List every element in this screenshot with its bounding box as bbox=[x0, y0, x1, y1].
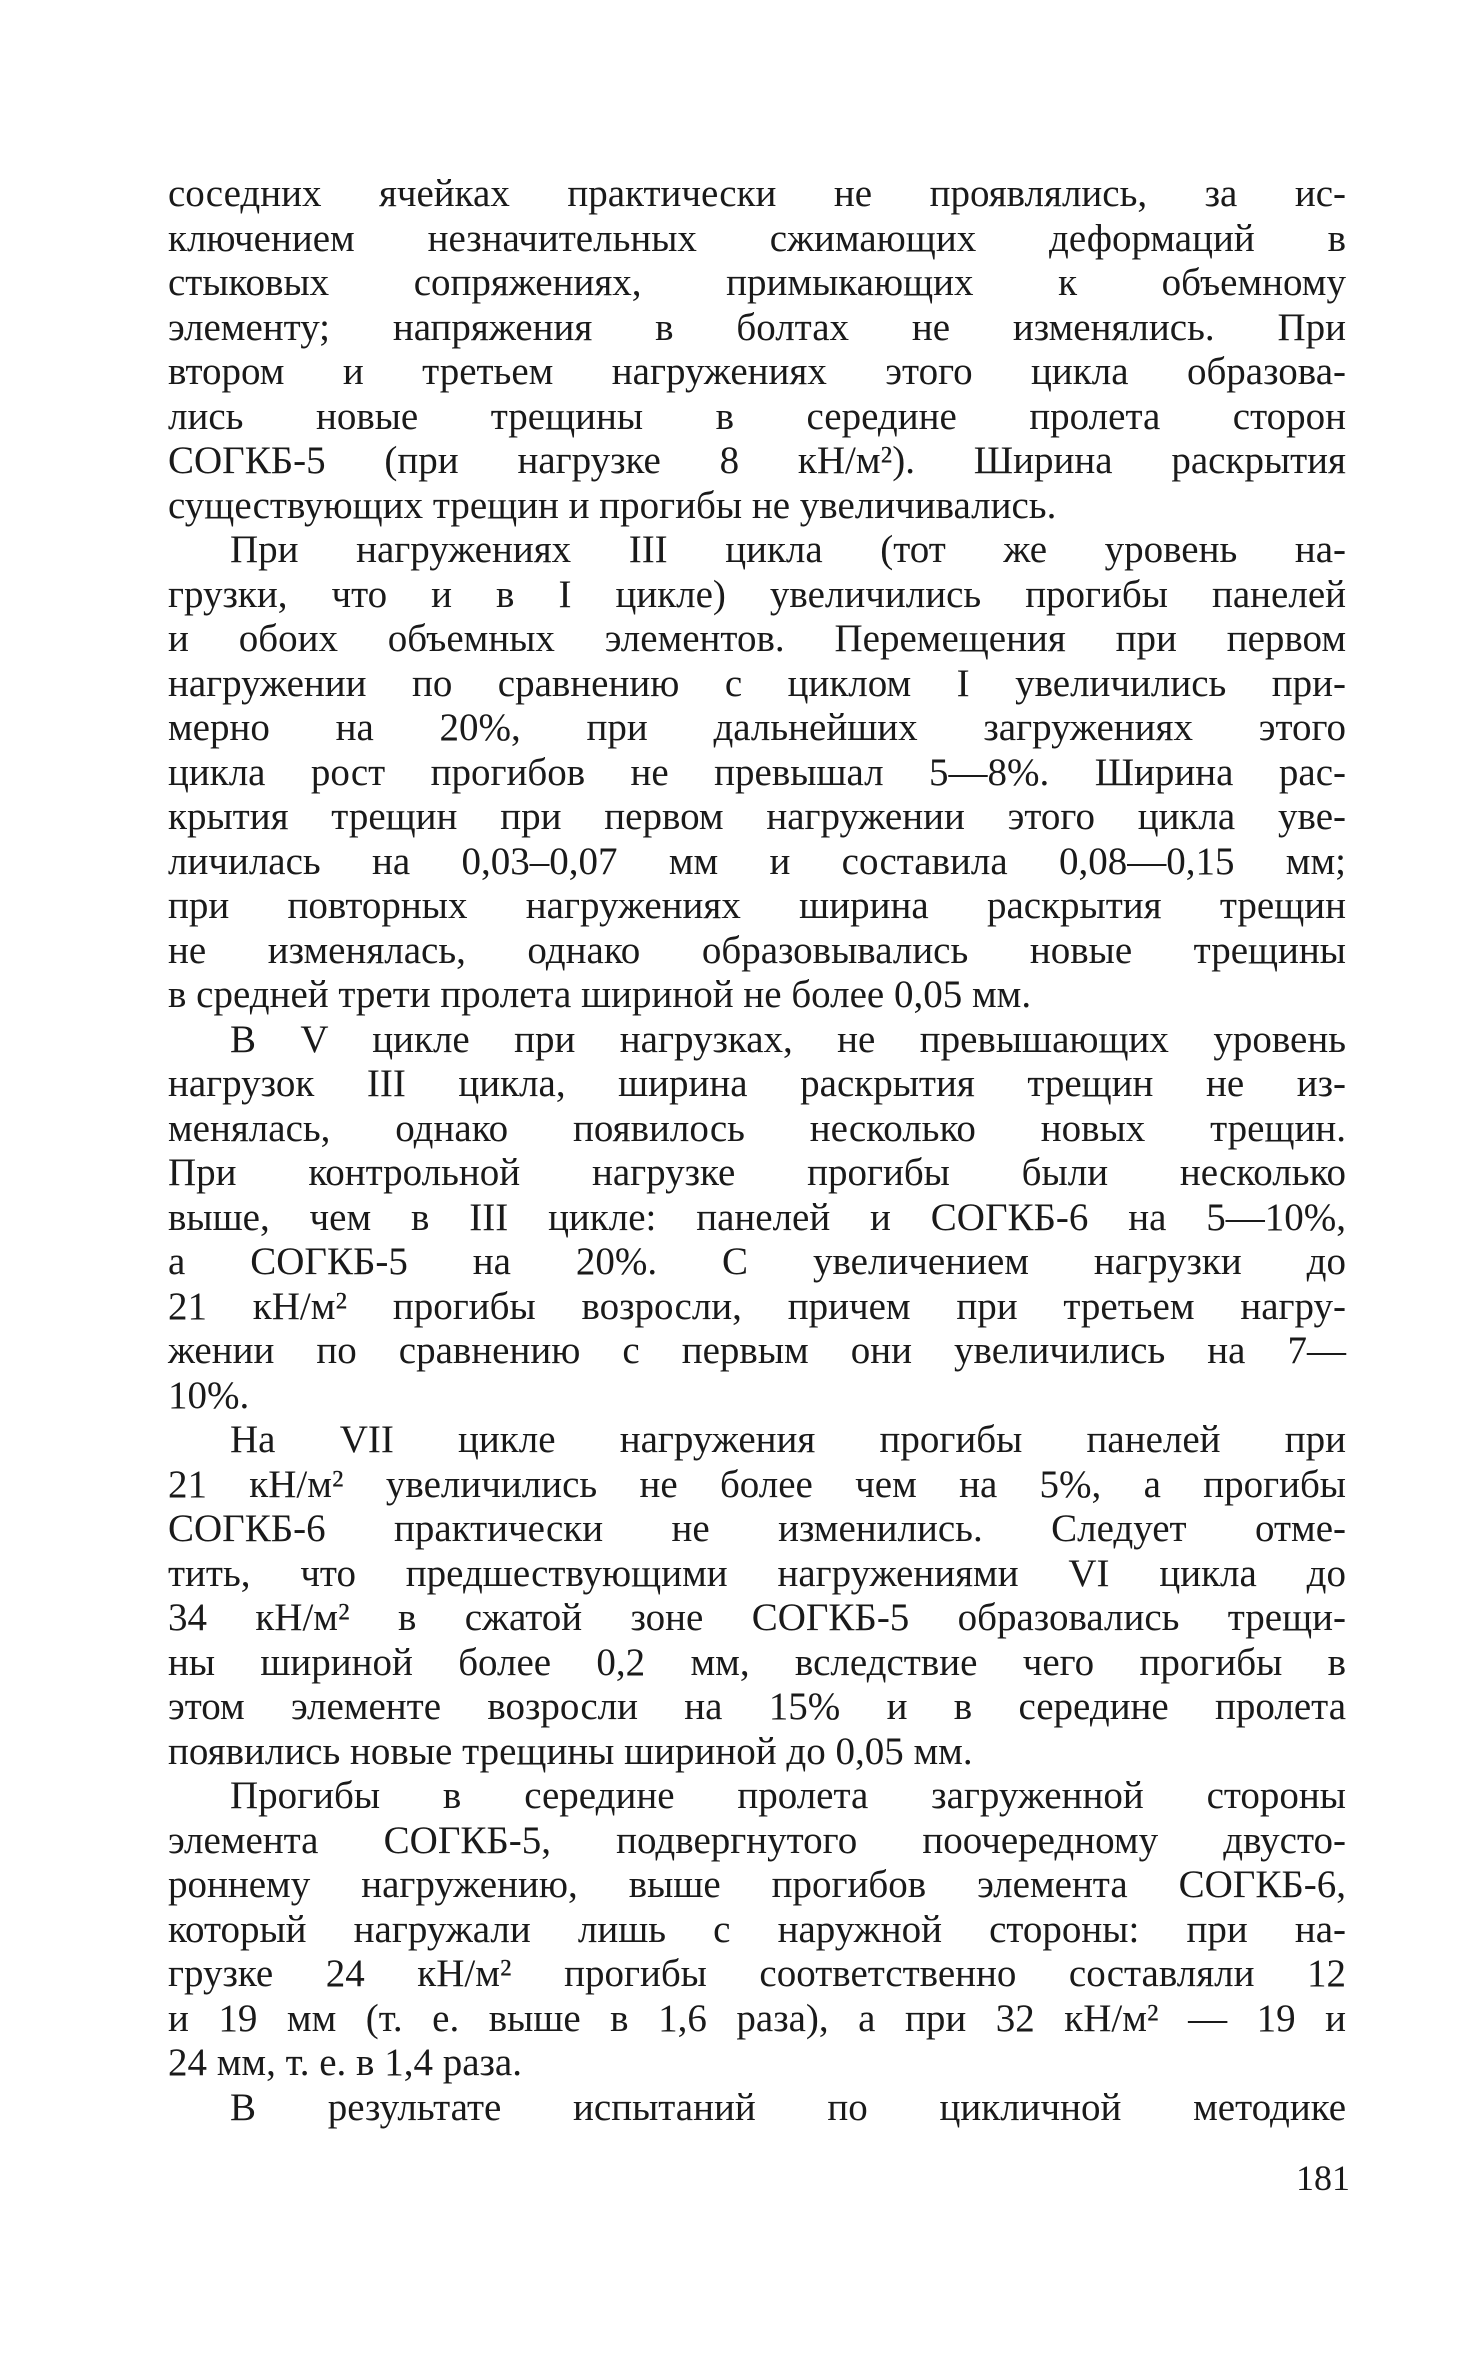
text-line: и 19 мм (т. е. выше в 1,6 раза), а при 32 кН/м² — 19 и bbox=[168, 1996, 1346, 2040]
paragraph-4 bbox=[168, 1418, 1346, 1774]
text-line: грузке 24 кН/м² прогибы соответственно составляли 12 bbox=[168, 1952, 1346, 1995]
text-line: СОГКБ-5 (при нагрузке 8 кН/м²). Ширина раскрытия bbox=[168, 439, 1346, 482]
text-line: нагружении по сравнению с циклом I увеличились при- bbox=[168, 661, 1346, 705]
text-line: при повторных нагружениях ширина раскрытия трещин bbox=[168, 884, 1346, 927]
text-line: элемента СОГКБ-5, подвергнутого поочередному двусто- bbox=[168, 1818, 1346, 1862]
text-line: не изменялась, однако образовывались новые трещины bbox=[168, 928, 1346, 972]
text-line: цикла рост прогибов не превышал 5—8%. Ширина рас- bbox=[168, 750, 1346, 794]
text-line: стыковых сопряжениях, примыкающих к объемному bbox=[168, 261, 1346, 304]
text-line: появились новые трещины шириной до 0,05 мм. bbox=[168, 1729, 973, 1773]
text-line: а СОГКБ-5 на 20%. С увеличением нагрузки до bbox=[168, 1240, 1346, 1283]
text-line: роннему нагружению, выше прогибов элемента СОГКБ-6, bbox=[168, 1863, 1346, 1906]
page-number: 181 bbox=[1296, 2158, 1350, 2198]
paragraph-2 bbox=[168, 528, 1346, 1018]
text-line: который нагружали лишь с наружной стороны: при на- bbox=[168, 1907, 1346, 1951]
text-line: На VII цикле нагружения прогибы панелей при bbox=[230, 1418, 1346, 1461]
paragraph-1 bbox=[168, 172, 1346, 528]
text-line: жении по сравнению с первым они увеличились на 7— bbox=[168, 1329, 1346, 1372]
text-line: в средней трети пролета шириной не более 0,05 мм. bbox=[168, 973, 1032, 1016]
text-line: выше, чем в III цикле: панелей и СОГКБ-6 на 5—10%, bbox=[168, 1195, 1346, 1239]
text-line: существующих трещин и прогибы не увеличивались. bbox=[168, 483, 1057, 527]
text-line: крытия трещин при первом нагружении этого цикла уве- bbox=[168, 795, 1346, 838]
text-line: СОГКБ-6 практически не изменились. Следует отме- bbox=[168, 1507, 1346, 1550]
text-line: При контрольной нагрузке прогибы были несколько bbox=[168, 1151, 1346, 1194]
body-text bbox=[168, 172, 1346, 2130]
text-line: 34 кН/м² в сжатой зоне СОГКБ-5 образовались трещи- bbox=[168, 1596, 1346, 1639]
text-line: 24 мм, т. е. в 1,4 раза. bbox=[168, 2041, 522, 2084]
text-line: В результате испытаний по цикличной методике bbox=[230, 2085, 1346, 2129]
text-line: 21 кН/м² прогибы возросли, причем при третьем нагру- bbox=[168, 1284, 1346, 1328]
paragraph-3 bbox=[168, 1018, 1346, 1419]
text-line: Прогибы в середине пролета загруженной стороны bbox=[230, 1774, 1346, 1817]
text-line: мерно на 20%, при дальнейших загружениях этого bbox=[168, 706, 1346, 749]
text-line: лись новые трещины в середине пролета сторон bbox=[168, 394, 1346, 438]
text-line: 21 кН/м² увеличились не более чем на 5%, а прогибы bbox=[168, 1462, 1346, 1506]
text-line: ны шириной более 0,2 мм, вследствие чего прогибы в bbox=[168, 1640, 1346, 1684]
text-line: и обоих объемных элементов. Перемещения при первом bbox=[168, 617, 1346, 660]
text-line: 10%. bbox=[168, 1373, 250, 1417]
text-line: тить, что предшествующими нагружениями VI цикла до bbox=[168, 1551, 1346, 1595]
paragraph-6 bbox=[168, 2086, 1346, 2131]
text-line: нагрузок III цикла, ширина раскрытия трещин не из- bbox=[168, 1062, 1346, 1105]
text-line: При нагружениях III цикла (тот же уровень на- bbox=[230, 528, 1346, 571]
text-line: грузки, что и в I цикле) увеличились прогибы панелей bbox=[168, 572, 1346, 616]
text-line: этом элементе возросли на 15% и в середине пролета bbox=[168, 1685, 1346, 1728]
paragraph-5 bbox=[168, 1774, 1346, 2086]
text-line: элементу; напряжения в болтах не изменялись. При bbox=[168, 305, 1346, 349]
text-line: соседних ячейках практически не проявлялись, за ис- bbox=[168, 172, 1346, 215]
text-line: В V цикле при нагрузках, не превышающих уровень bbox=[230, 1017, 1346, 1061]
text-line: менялась, однако появилось несколько новых трещин. bbox=[168, 1106, 1346, 1150]
text-line: втором и третьем нагружениях этого цикла образова- bbox=[168, 350, 1346, 393]
text-line: личилась на 0,03–0,07 мм и составила 0,08—0,15 мм; bbox=[168, 839, 1346, 883]
text-line: ключением незначительных сжимающих деформаций в bbox=[168, 216, 1346, 260]
